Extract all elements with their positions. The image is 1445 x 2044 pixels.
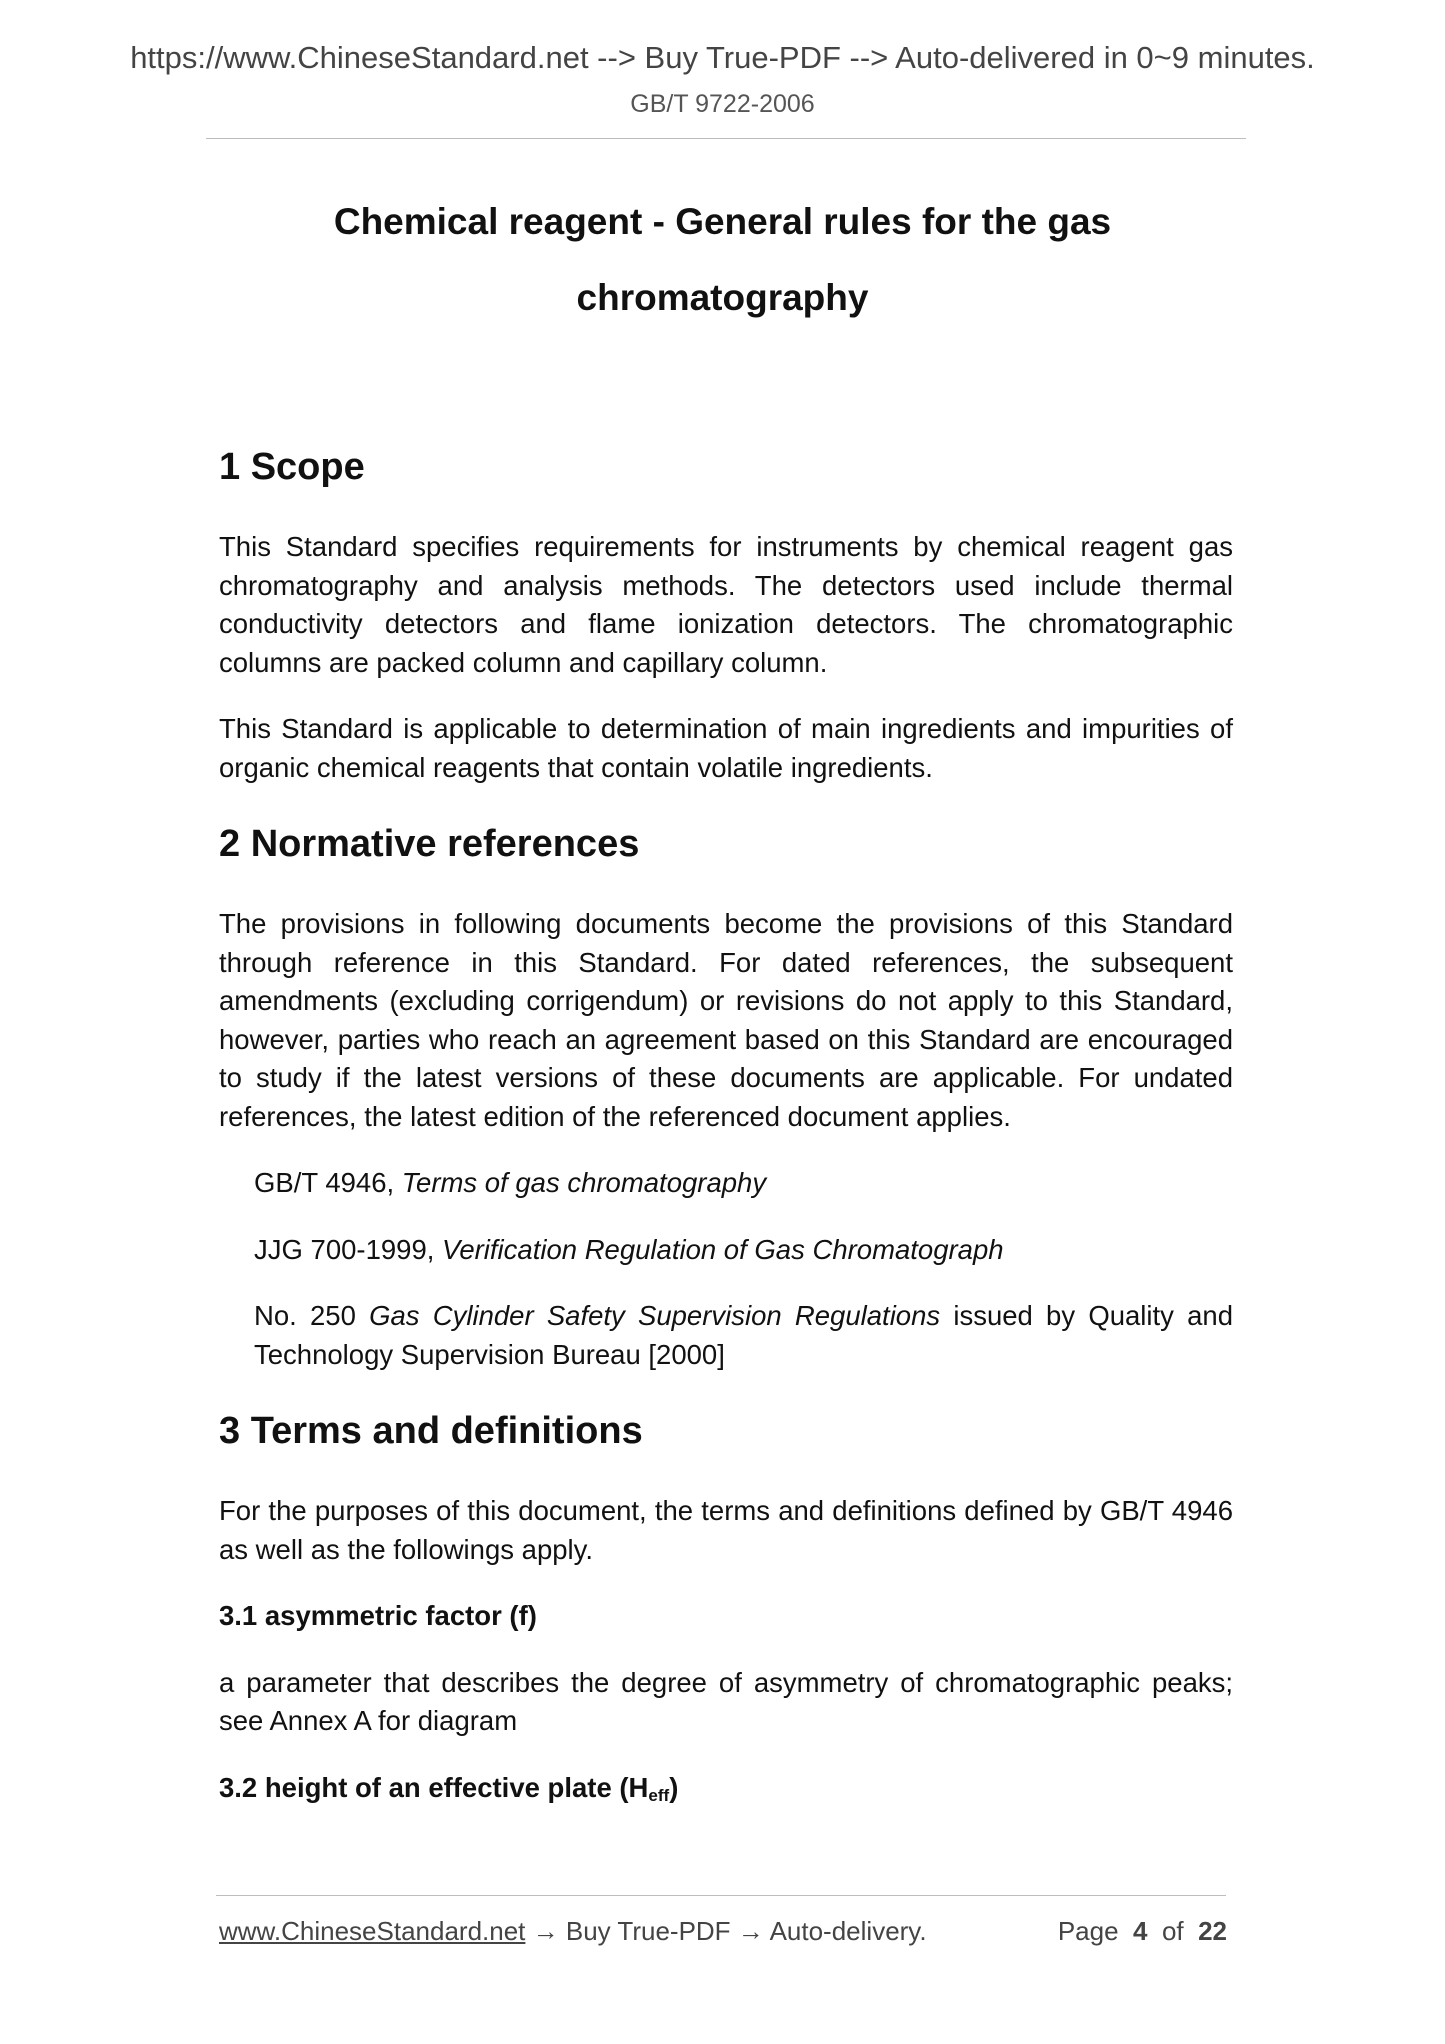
page-label: Page <box>1057 1916 1119 1946</box>
reference-title: Gas Cylinder Safety Supervision Regulations <box>369 1300 941 1331</box>
reference-item <box>254 1231 1233 1270</box>
title-line-1: Chemical reagent - General rules for the gas <box>333 201 1112 242</box>
scope-paragraph-2: This Standard is applicable to determination of main ingredients and impurities of organic chemical reagents that contain volatile ingredients. <box>219 713 1233 783</box>
standard-code: GB/T 9722-2006 <box>630 90 815 118</box>
reference-code: No. 250 <box>254 1300 356 1331</box>
reference-item <box>254 1297 1233 1374</box>
page-number: 4 <box>1133 1916 1148 1946</box>
term-subscript: eff <box>648 1785 670 1805</box>
title-line-2: chromatography <box>576 277 869 318</box>
term-heading-effective-plate <box>219 1769 1233 1816</box>
footer-website-link[interactable]: www.ChineseStandard.net <box>219 1916 526 1946</box>
header-divider <box>206 138 1246 139</box>
footer-divider <box>216 1895 1226 1896</box>
reference-issuer: issued by Quality and Technology Supervision Bureau [2000] <box>254 1300 1233 1370</box>
footer-tagline: → Buy True-PDF → Auto-delivery. <box>525 1916 927 1946</box>
term-definition-asymmetric-factor: a parameter that describes the degree of asymmetry of chromatographic peaks; see Annex A for diagram <box>219 1666 1233 1736</box>
document-title <box>0 184 1445 336</box>
section-heading-normative-references: 2 Normative references <box>219 823 640 865</box>
reference-code: JJG 700-1999, <box>254 1233 435 1265</box>
normative-paragraph: The provisions in following documents become the provisions of this Standard through reference in this Standard. For dated references, the subsequent amendments (excluding corrigendum) or revisions do not apply to this Standard, however, parties who reach an agreement based on this Standard are encouraged to study if the latest versions of these documents are applicable. For undated references, the latest edition of the referenced document applies. <box>219 908 1233 1132</box>
page-of-label: of <box>1161 1916 1184 1946</box>
term-heading-asymmetric-factor: 3.1 asymmetric factor (f) <box>219 1600 537 1631</box>
page-total: 22 <box>1198 1916 1227 1946</box>
terms-intro-paragraph: For the purposes of this document, the terms and definitions defined by GB/T 4946 as well as the followings apply. <box>219 1495 1233 1565</box>
term-heading-close: ) <box>669 1771 679 1803</box>
section-heading-terms: 3 Terms and definitions <box>219 1410 643 1452</box>
reference-title: Terms of gas chromatography <box>401 1167 767 1198</box>
reference-title: Verification Regulation of Gas Chromatograph <box>442 1233 1004 1265</box>
page-indicator <box>1058 1916 1227 1947</box>
term-heading-text: 3.2 height of an effective plate (H <box>219 1771 649 1803</box>
page-footer <box>219 1916 1227 1947</box>
section-heading-scope: 1 Scope <box>219 446 365 488</box>
reference-code: GB/T 4946, <box>254 1167 395 1198</box>
reference-item <box>254 1164 1233 1203</box>
document-body <box>219 440 1233 1815</box>
header-url-banner: https://www.ChineseStandard.net --> Buy True-PDF --> Auto-delivered in 0~9 minutes. <box>130 40 1315 75</box>
scope-paragraph-1: This Standard specifies requirements for instruments by chemical reagent gas chromatography and analysis methods. The detectors used include thermal conductivity detectors and flame ionization detectors. The chromatographic columns are packed column and capillary column. <box>219 531 1233 678</box>
